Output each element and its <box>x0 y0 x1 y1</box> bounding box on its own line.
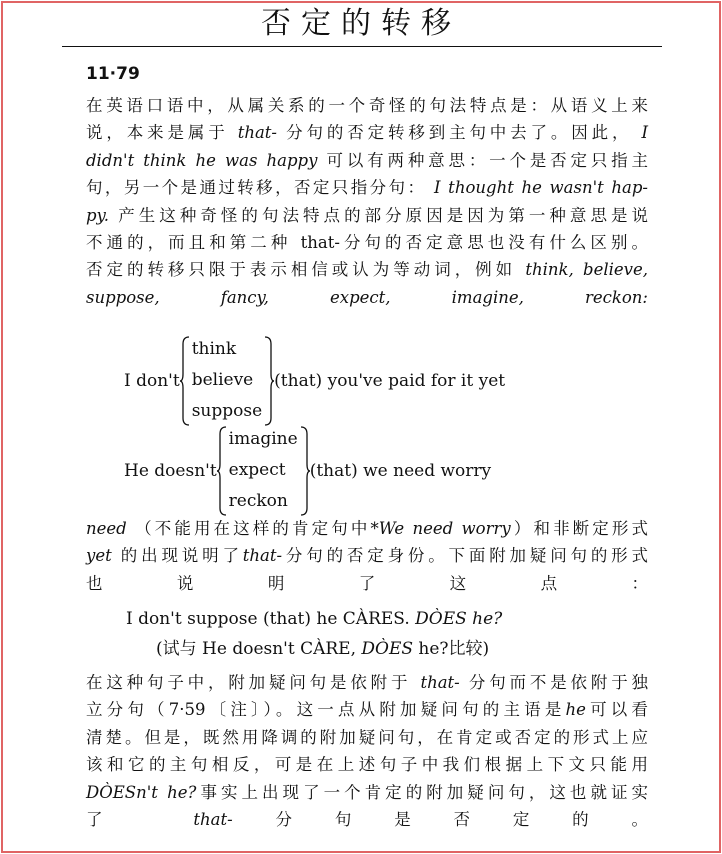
title-rule <box>62 46 662 47</box>
example-3-line-1: I don't suppose (that) he CÀRES. DÒES he? <box>126 609 503 629</box>
text-line: 说，本来是属于 that- 分句的否定转移到主句中去了。因此， I <box>86 123 649 143</box>
text-line: suppose, fancy, expect, imagine, reckon: <box>86 287 648 307</box>
example-2-lead: He doesn't <box>124 460 217 481</box>
example-2 <box>124 424 491 517</box>
text-line: py. 产生这种奇怪的句法特点的部分原因是因为第一种意思是说 <box>86 205 648 225</box>
option: reckon <box>228 491 288 511</box>
text-line: 句，另一个是通过转移，否定只指分句： I thought he wasn't hap- <box>86 178 648 198</box>
example-3-line-2: (试与 He doesn't CÀRE, DÒES he?比较) <box>156 639 490 659</box>
text-line: 了 that-分句是否定的。 <box>86 810 649 830</box>
text-line: didn't think he was happy 可以有两种意思：一个是否定只指主 <box>86 150 649 170</box>
right-brace-icon <box>264 336 274 426</box>
text-line: 在这种句子中，附加疑问句是依附于 that- 分句而不是依附于独 <box>86 673 649 692</box>
option: imagine <box>228 429 298 449</box>
example-1-lead: I don't <box>124 370 180 391</box>
text-line: 在英语口语中，从属关系的一个奇怪的句法特点是：从语义上来 <box>86 96 648 115</box>
text-line: need （不能用在这样的肯定句中*We need worry）和非断定形式 <box>86 519 649 538</box>
example-2-tail: (that) we need worry <box>309 460 492 481</box>
text-line: 也说明了这点： <box>86 573 648 593</box>
option: think <box>191 339 237 359</box>
paragraph-3 <box>86 669 648 833</box>
option: suppose <box>191 401 263 421</box>
text-line: 该和它的主句相反，可是在上述句子中我们根据上下文只能用 <box>86 755 648 775</box>
left-brace-icon <box>217 426 227 516</box>
left-brace-icon <box>180 336 190 426</box>
text-line: 立分句（7·59〔注〕）。这一点从附加疑问句的主语是he可以看 <box>86 700 648 720</box>
option: believe <box>191 370 254 390</box>
section-number: 11·79 <box>86 64 140 84</box>
example-2-options <box>227 424 300 517</box>
text-line: DÒESn't he?事实上出现了一个肯定的附加疑问句，这也就证实 <box>86 782 649 802</box>
page-title: 否定的转移 <box>261 6 461 41</box>
paragraph-2 <box>86 515 648 597</box>
example-1 <box>124 334 505 427</box>
right-brace-icon <box>300 426 310 516</box>
example-1-options <box>190 334 264 427</box>
text-line: 否定的转移只限于表示相信或认为等动词，例如 think, believe, <box>86 260 648 280</box>
paragraph-1 <box>86 92 648 311</box>
text-line: 不通的，而且和第二种 that-分句的否定意思也没有什么区别。 <box>86 233 648 253</box>
text-line: yet 的出现说明了that-分句的否定身份。下面附加疑问句的形式 <box>86 546 649 566</box>
option: expect <box>228 460 286 480</box>
text-line: 清楚。但是，既然用降调的附加疑问句，在肯定或否定的形式上应 <box>86 727 648 747</box>
example-1-tail: (that) you've paid for it yet <box>274 370 506 391</box>
